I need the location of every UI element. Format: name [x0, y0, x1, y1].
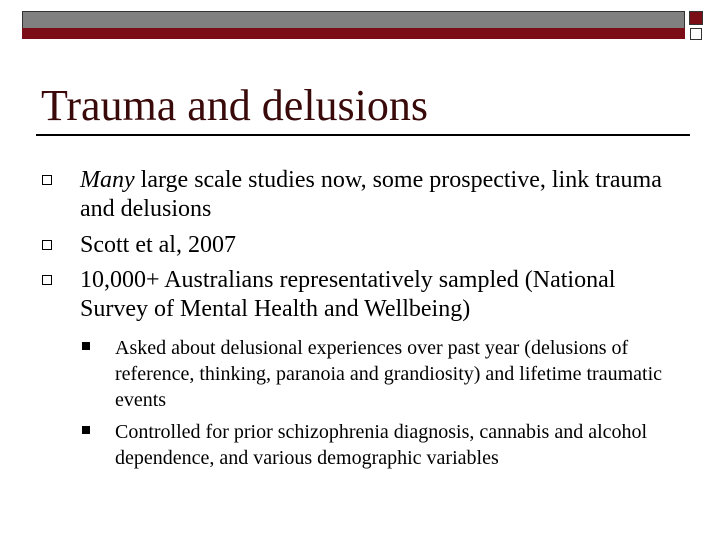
filled-square-bullet-icon [82, 426, 90, 434]
slide-title: Trauma and delusions [41, 81, 429, 130]
bullet-text [80, 166, 680, 224]
sub-bullet-text: Controlled for prior schizophrenia diagnosis, cannabis and alcohol dependence, and various demographic variables [115, 421, 648, 469]
hollow-square-bullet-icon [42, 275, 52, 285]
bullet-emphasis: Many [80, 167, 135, 193]
hollow-square-bullet-icon [42, 175, 52, 185]
title-divider [36, 134, 690, 136]
bullet-text: 10,000+ Australians representatively sampled (National Survey of Mental Health and Wellbeing) [80, 267, 616, 322]
corner-square-empty [690, 28, 702, 40]
sub-bullet-text: Asked about delusional experiences over past year (delusions of reference, thinking, paranoia and grandiosity) and lifetime traumatic events [115, 337, 663, 411]
corner-square-filled [689, 11, 703, 25]
bullet-body: large scale studies now, some prospective, link trauma and delusions [80, 167, 662, 222]
hollow-square-bullet-icon [42, 240, 52, 250]
top-banner-stripe [22, 28, 685, 39]
filled-square-bullet-icon [82, 342, 90, 350]
bullet-text: Scott et al, 2007 [80, 232, 236, 258]
